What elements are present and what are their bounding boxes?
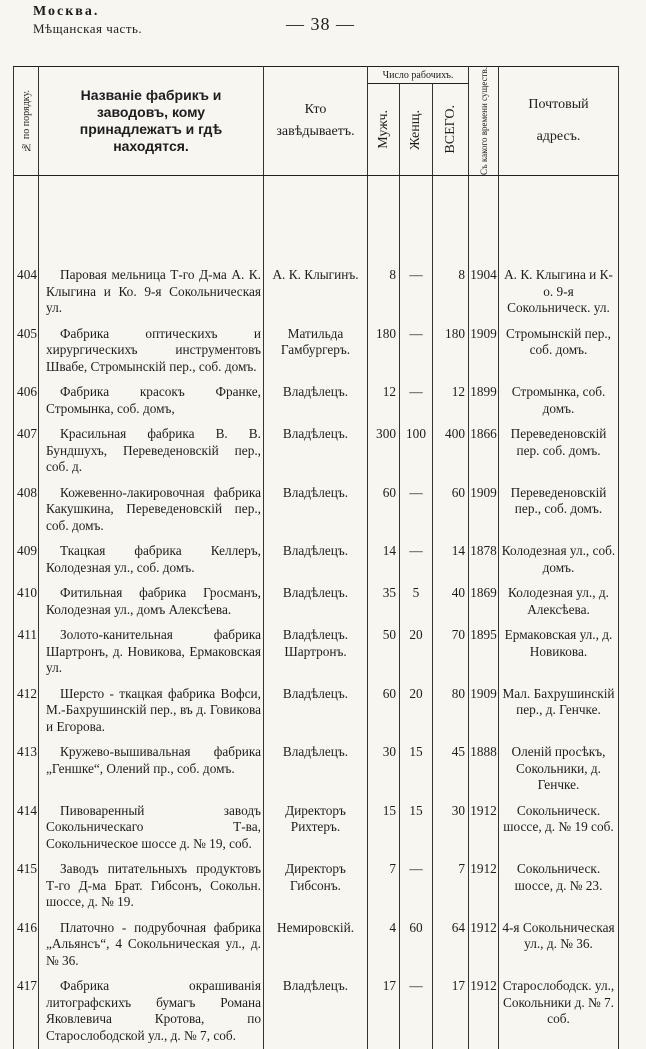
founded-year: 1888 xyxy=(469,740,499,799)
row-number: 412 xyxy=(14,682,39,741)
factory-name: Кожевенно-лакировочная фабрика Какушкина, Переведеновскій пер., соб. домъ. xyxy=(39,481,264,540)
district-subheading: Мѣщанская часть. xyxy=(33,21,143,36)
men-count: 8 xyxy=(368,263,400,322)
founded-year: 1866 xyxy=(469,422,499,481)
factory-name: Шерсто - ткацкая фабрика Вофси, М.-Бахрушинскій пер., въ д. Говикова и Егорова. xyxy=(39,682,264,741)
founded-year: 1912 xyxy=(469,799,499,858)
founded-year: 1912 xyxy=(469,974,499,1049)
total-count: 8 xyxy=(433,263,469,322)
postal-address: Мал. Бахрушинскій пер., д. Генчке. xyxy=(499,682,619,741)
factory-table xyxy=(13,66,619,1049)
total-count: 40 xyxy=(433,581,469,623)
men-count: 35 xyxy=(368,581,400,623)
manager: Владѣлецъ. xyxy=(264,740,368,799)
col-header-women: Женщ. xyxy=(400,84,433,176)
postal-address: Старослободск. ул., Сокольники д. № 7. соб. xyxy=(499,974,619,1049)
row-number: 411 xyxy=(14,623,39,682)
table-row xyxy=(14,857,619,916)
postal-address: Сокольническ. шоссе, д. № 19 соб. xyxy=(499,799,619,858)
address-header-line1: Почтовый xyxy=(528,97,589,113)
total-count: 60 xyxy=(433,481,469,540)
postal-address: А. К. Клыгина и К-о. 9-я Сокольническ. ул. xyxy=(499,263,619,322)
table-row xyxy=(14,481,619,540)
factory-name: Заводъ питательныхъ продуктовъ Т-го Д-ма Брат. Гибсонъ, Сокольн. шоссе, д. № 19. xyxy=(39,857,264,916)
total-count: 400 xyxy=(433,422,469,481)
blank-spacer-row xyxy=(14,176,619,264)
women-count: 100 xyxy=(400,422,433,481)
postal-address: Сокольническ. шоссе, д. № 23. xyxy=(499,857,619,916)
total-count: 180 xyxy=(433,322,469,381)
postal-address: Ермаковская ул., д. Новикова. xyxy=(499,623,619,682)
manager: Директоръ Рихтеръ. xyxy=(264,799,368,858)
founded-year: 1878 xyxy=(469,539,499,581)
col-header-manager xyxy=(264,67,368,176)
manager: Владѣлецъ. Шартронъ. xyxy=(264,623,368,682)
table-row xyxy=(14,581,619,623)
women-count: — xyxy=(400,263,433,322)
row-number: 408 xyxy=(14,481,39,540)
men-count: 30 xyxy=(368,740,400,799)
col-header-total: ВСЕГО. xyxy=(433,84,469,176)
factory-name: Паровая мельница Т-го Д-ма А. К. Клыгина и Ко. 9-я Сокольническая ул. xyxy=(39,263,264,322)
row-number: 405 xyxy=(14,322,39,381)
factory-name: Фитильная фабрика Гросманъ, Колодезная ул., домъ Алексѣева. xyxy=(39,581,264,623)
postal-address: Стромынскій пер., соб. домъ. xyxy=(499,322,619,381)
women-count: 20 xyxy=(400,682,433,741)
table-row xyxy=(14,916,619,975)
women-count: — xyxy=(400,974,433,1049)
manager: Владѣлецъ. xyxy=(264,380,368,422)
women-count: — xyxy=(400,539,433,581)
women-count: — xyxy=(400,380,433,422)
total-count: 17 xyxy=(433,974,469,1049)
table-row xyxy=(14,799,619,858)
women-count: 5 xyxy=(400,581,433,623)
men-count: 15 xyxy=(368,799,400,858)
women-count: — xyxy=(400,481,433,540)
manager: Владѣлецъ. xyxy=(264,422,368,481)
row-number: 404 xyxy=(14,263,39,322)
table-row xyxy=(14,539,619,581)
postal-address: Стромынка, соб. домъ. xyxy=(499,380,619,422)
women-count: — xyxy=(400,857,433,916)
row-number: 413 xyxy=(14,740,39,799)
row-number: 409 xyxy=(14,539,39,581)
col-header-men: Мужч. xyxy=(368,84,400,176)
postal-address: Переведеновскій пер., соб. домъ. xyxy=(499,481,619,540)
men-count: 17 xyxy=(368,974,400,1049)
total-count: 12 xyxy=(433,380,469,422)
postal-address: Переведеновскій пер. соб. домъ. xyxy=(499,422,619,481)
table-row xyxy=(14,740,619,799)
col-header-workers: Число рабочихъ. xyxy=(368,67,469,84)
women-count: 60 xyxy=(400,916,433,975)
factory-name: Красильная фабрика В. В. Бундшухъ, Переведеновскій пер., соб. д. xyxy=(39,422,264,481)
postal-address: Колодезная ул., соб. домъ. xyxy=(499,539,619,581)
row-number: 406 xyxy=(14,380,39,422)
total-count: 70 xyxy=(433,623,469,682)
men-count: 300 xyxy=(368,422,400,481)
table-row xyxy=(14,974,619,1049)
row-number: 414 xyxy=(14,799,39,858)
col-header-address xyxy=(499,67,619,176)
men-count: 180 xyxy=(368,322,400,381)
col-header-name: Названіе фабрикъ и заводовъ, кому принадлежатъ и гдѣ находятся. xyxy=(39,67,264,176)
factory-name: Фабрика красокъ Франке, Стромынка, соб. домъ, xyxy=(39,380,264,422)
postal-address: Оленій просѣкъ, Сокольники, д. Генчке. xyxy=(499,740,619,799)
page-number: — 38 — xyxy=(286,14,355,34)
women-count: 15 xyxy=(400,740,433,799)
founded-year: 1909 xyxy=(469,322,499,381)
women-count: — xyxy=(400,322,433,381)
table-row xyxy=(14,263,619,322)
manager: Владѣлецъ. xyxy=(264,581,368,623)
factory-name: Фабрика окрашиванія литографскихъ бумагъ Романа Яковлевича Кротова, по Старослободской ул., д. № 7, соб. xyxy=(39,974,264,1049)
factory-name: Кружево-вышивальная фабрика „Геншке“, Олений пр., соб. домъ. xyxy=(39,740,264,799)
row-number: 415 xyxy=(14,857,39,916)
manager: Немировскій. xyxy=(264,916,368,975)
row-number: 417 xyxy=(14,974,39,1049)
table-row xyxy=(14,322,619,381)
founded-year: 1895 xyxy=(469,623,499,682)
manager: Матильда Гамбургеръ. xyxy=(264,322,368,381)
factory-name: Платочно - подрубочная фабрика „Альянсъ“, 4 Сокольническая ул., д. № 36. xyxy=(39,916,264,975)
manager: Владѣлецъ. xyxy=(264,539,368,581)
manager: Владѣлецъ. xyxy=(264,682,368,741)
manager-header-line2: завѣдываетъ. xyxy=(276,124,355,140)
founded-year: 1909 xyxy=(469,682,499,741)
postal-address: Колодезная ул., д. Алексѣева. xyxy=(499,581,619,623)
table-row xyxy=(14,422,619,481)
manager-header-line1: Кто xyxy=(304,102,327,118)
total-count: 80 xyxy=(433,682,469,741)
founded-year: 1909 xyxy=(469,481,499,540)
total-count: 7 xyxy=(433,857,469,916)
postal-address: 4-я Сокольническая ул., д. № 36. xyxy=(499,916,619,975)
men-count: 4 xyxy=(368,916,400,975)
men-count: 14 xyxy=(368,539,400,581)
founded-year: 1869 xyxy=(469,581,499,623)
manager: Директоръ Гибсонъ. xyxy=(264,857,368,916)
men-count: 7 xyxy=(368,857,400,916)
address-header-line2: адресъ. xyxy=(536,129,581,145)
total-count: 30 xyxy=(433,799,469,858)
manager: А. К. Клыгинъ. xyxy=(264,263,368,322)
factory-name: Ткацкая фабрика Келлеръ, Колодезная ул., соб. домъ. xyxy=(39,539,264,581)
row-number: 416 xyxy=(14,916,39,975)
women-count: 15 xyxy=(400,799,433,858)
total-count: 45 xyxy=(433,740,469,799)
table-row xyxy=(14,682,619,741)
manager: Владѣлецъ. xyxy=(264,974,368,1049)
founded-year: 1912 xyxy=(469,857,499,916)
men-count: 50 xyxy=(368,623,400,682)
total-count: 64 xyxy=(433,916,469,975)
table-row xyxy=(14,380,619,422)
women-count: 20 xyxy=(400,623,433,682)
men-count: 60 xyxy=(368,682,400,741)
factory-name: Золото-канительная фабрика Шартронъ, д. Новикова, Ермаковская ул. xyxy=(39,623,264,682)
factory-name: Фабрика оптическихъ и хирургическихъ инструментовъ Швабе, Стромынскій пер., соб. домъ. xyxy=(39,322,264,381)
founded-year: 1912 xyxy=(469,916,499,975)
founded-year: 1899 xyxy=(469,380,499,422)
manager: Владѣлецъ. xyxy=(264,481,368,540)
table-row xyxy=(14,623,619,682)
col-header-year: Съ какого времени существ. xyxy=(469,67,499,176)
factory-name: Пивоваренный заводъ Сокольническаго Т-ва, Сокольническое шоссе д. № 19, соб. xyxy=(39,799,264,858)
founded-year: 1904 xyxy=(469,263,499,322)
row-number: 407 xyxy=(14,422,39,481)
total-count: 14 xyxy=(433,539,469,581)
col-header-number: № по порядку. xyxy=(14,67,39,176)
men-count: 12 xyxy=(368,380,400,422)
men-count: 60 xyxy=(368,481,400,540)
city-heading: Москва. xyxy=(33,4,100,19)
row-number: 410 xyxy=(14,581,39,623)
